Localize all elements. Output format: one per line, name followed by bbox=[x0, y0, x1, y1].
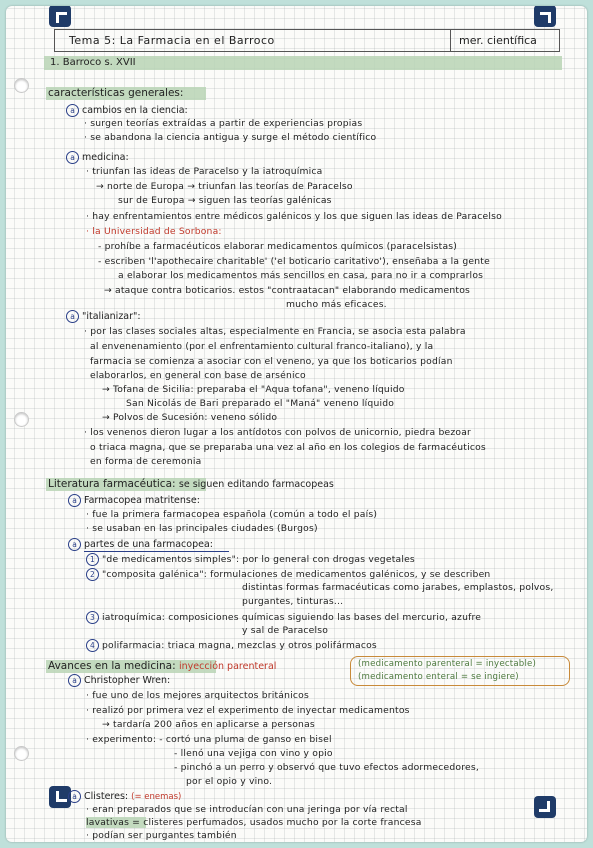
note-line: a elaborar los medicamentos más sencillos en casa, para no ir a comprarlos bbox=[118, 270, 484, 281]
heading-caracteristicas: características generales: bbox=[48, 87, 184, 99]
corner-mark-icon bbox=[534, 796, 556, 818]
corner-mark-icon bbox=[534, 6, 556, 27]
farmacopea-part: 4 polifarmacia: triaca magna, mezclas y otros polifármacos bbox=[86, 639, 377, 652]
note-line: → Tofana de Sicilia: preparaba el "Aqua tofana", veneno líquido bbox=[102, 384, 405, 395]
note-line: mucho más eficaces. bbox=[286, 299, 387, 310]
circled-a-icon: a bbox=[68, 538, 81, 551]
note-line: farmacia se comienza a asociar con el veneno, ya que los boticarios podían bbox=[90, 356, 453, 367]
note-line: lavativas = clisteres perfumados, usados mucho por la corte francesa bbox=[86, 817, 422, 828]
note-line: → tardaría 200 años en aplicarse a personas bbox=[102, 719, 315, 730]
binder-hole bbox=[14, 412, 29, 427]
subject-tag: mer. científica bbox=[450, 30, 559, 51]
notebook-page bbox=[6, 6, 587, 842]
farmacopea-part: 1 "de medicamentos simples": por lo general con drogas vegetales bbox=[86, 553, 415, 566]
note-line: · realizó por primera vez el experimento de inyectar medicamentos bbox=[86, 705, 410, 716]
note-line: (medicamento enteral = se ingiere) bbox=[358, 672, 519, 682]
circled-number-icon: 2 bbox=[86, 568, 99, 581]
subheading-italianizar: a "italianizar": bbox=[66, 310, 141, 323]
binder-hole bbox=[14, 746, 29, 761]
note-line: (medicamento parenteral = inyectable) bbox=[358, 659, 537, 669]
circled-number-icon: 1 bbox=[86, 553, 99, 566]
note-line: purgantes, tinturas... bbox=[242, 596, 344, 607]
note-line: o triaca magna, que se preparaba una vez al año en los colegios de farmacéuticos bbox=[90, 442, 486, 453]
note-line: - prohíbe a farmacéuticos elaborar medicamentos químicos (paracelsistas) bbox=[98, 241, 458, 252]
note-line: San Nicolás de Bari preparado el "Maná" veneno líquido bbox=[126, 398, 395, 409]
subheading-medicina: a medicina: bbox=[66, 151, 129, 164]
note-line: · surgen teorías extraídas a partir de experiencias propias bbox=[84, 118, 363, 129]
circled-a-icon: a bbox=[66, 104, 79, 117]
title-bar bbox=[54, 29, 560, 52]
note-line: · eran preparados que se introducían con una jeringa por vía rectal bbox=[86, 804, 408, 815]
note-line: · fue uno de los mejores arquitectos británicos bbox=[86, 690, 309, 701]
note-line: sur de Europa → siguen las teorías galénicas bbox=[118, 195, 332, 206]
note-line: - pinchó a un perro y observó que tuvo efectos adormecedores, bbox=[174, 762, 479, 773]
circled-a-icon: a bbox=[68, 674, 81, 687]
note-line: · hay enfrentamientos entre médicos galénicos y los que siguen las ideas de Paracelso bbox=[86, 211, 502, 222]
note-line: al envenenamiento (por el enfrentamiento cultural franco-italiano), y la bbox=[90, 341, 434, 352]
note-line: - llenó una vejiga con vino y opio bbox=[174, 748, 333, 759]
note-line: · fue la primera farmacopea española (común a todo el país) bbox=[86, 509, 378, 520]
corner-mark-icon bbox=[49, 6, 71, 27]
note-line: → ataque contra boticarios. estos "contraatacan" elaborando medicamentos bbox=[104, 285, 471, 296]
subheading-matritense: a Farmacopea matritense: bbox=[68, 494, 200, 507]
note-line: · se usaban en las principales ciudades (Burgos) bbox=[86, 523, 318, 534]
note-line: en forma de ceremonia bbox=[90, 456, 202, 467]
circled-a-icon: a bbox=[68, 494, 81, 507]
section-heading: 1. Barroco s. XVII bbox=[50, 57, 136, 68]
note-line: · por las clases sociales altas, especialmente en Francia, se asocia esta palabra bbox=[84, 326, 466, 337]
heading-literatura: Literatura farmacéutica: se siguen editando farmacopeas bbox=[48, 478, 334, 490]
farmacopea-part: 3 iatroquímica: composiciones químicas siguiendo las bases del mercurio, azufre bbox=[86, 611, 481, 624]
circled-a-icon: a bbox=[66, 310, 79, 323]
note-line: · se abandona la ciencia antigua y surge el método científico bbox=[84, 132, 377, 143]
subheading-partes: a partes de una farmacopea: bbox=[68, 538, 213, 551]
note-line: - escriben 'l'apothecaire charitable' ('el boticario caritativo'), enseñaba a la gente bbox=[98, 256, 490, 267]
underline bbox=[84, 551, 229, 552]
note-line: y sal de Paracelso bbox=[242, 625, 329, 636]
circled-number-icon: 3 bbox=[86, 611, 99, 624]
note-line: → Polvos de Sucesión: veneno sólido bbox=[102, 412, 278, 423]
note-line: · triunfan las ideas de Paracelso y la iatroquímica bbox=[86, 166, 323, 177]
farmacopea-part: 2 "composita galénica": formulaciones de medicamentos galénicos, y se describen bbox=[86, 568, 490, 581]
subheading-clisteres: a Clisteres: (= enemas) bbox=[68, 790, 181, 803]
circled-number-icon: 4 bbox=[86, 639, 99, 652]
heading-avances: Avances en la medicina: inyección parenteral bbox=[48, 660, 277, 672]
binder-hole bbox=[14, 78, 29, 93]
note-line: · los venenos dieron lugar a los antídotos con polvos de unicornio, piedra bezoar bbox=[84, 427, 472, 438]
note-line: por el opio y vino. bbox=[186, 776, 273, 787]
note-line: distintas formas farmacéuticas como jarabes, emplastos, polvos, bbox=[242, 582, 554, 593]
note-line: elaborarlos, en general con base de arsénico bbox=[90, 370, 306, 381]
subheading-wren: a Christopher Wren: bbox=[68, 674, 170, 687]
note-line: · experimento: - cortó una pluma de ganso en bisel bbox=[86, 734, 332, 745]
circled-a-icon: a bbox=[68, 790, 81, 803]
circled-a-icon: a bbox=[66, 151, 79, 164]
note-line: → norte de Europa → triunfan las teorías de Paracelso bbox=[96, 181, 353, 192]
page-title: Tema 5: La Farmacia en el Barroco bbox=[69, 34, 275, 47]
note-line: · la Universidad de Sorbona: bbox=[86, 226, 222, 237]
note-line: · podían ser purgantes también bbox=[86, 830, 237, 841]
subheading-cambios: a cambios en la ciencia: bbox=[66, 104, 188, 117]
